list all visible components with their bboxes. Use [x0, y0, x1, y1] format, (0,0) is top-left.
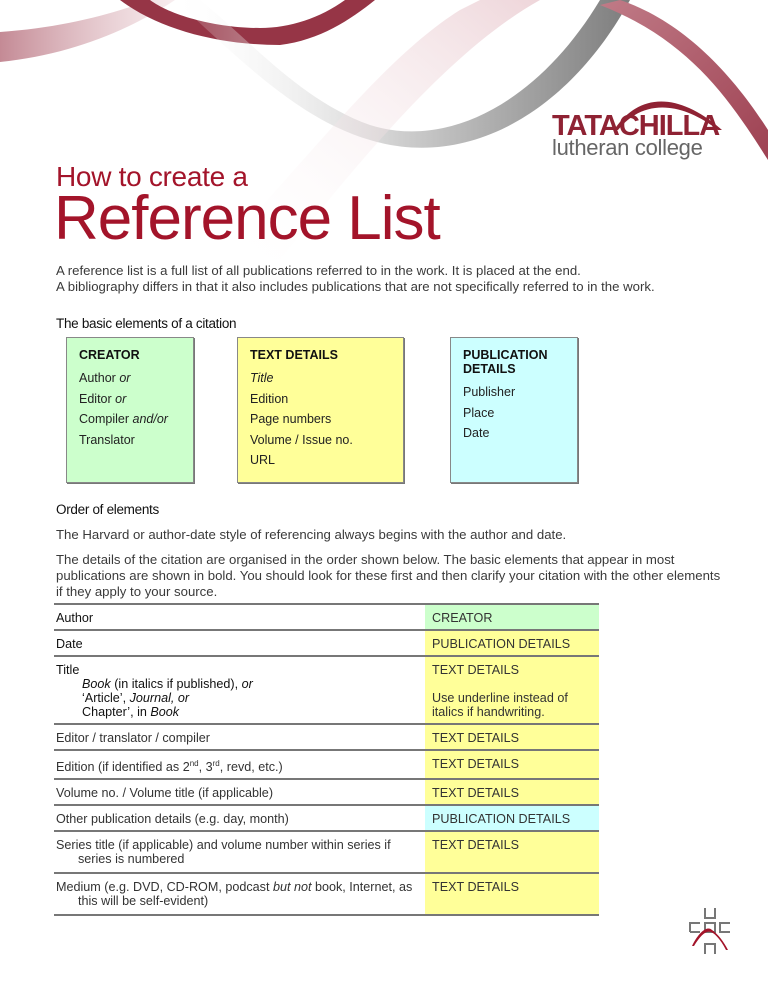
- creator-box: [66, 337, 194, 483]
- citation-order-table: [54, 603, 599, 916]
- intro-text: [56, 263, 655, 295]
- page-title: Reference List: [54, 184, 440, 253]
- table-row: [54, 751, 599, 780]
- page-subtitle: How to create a: [56, 161, 248, 192]
- box-item: Editor or: [79, 391, 127, 406]
- text-details-box: [237, 337, 404, 483]
- order-paragraph-2: The details of the citation are organised in the order shown below. The basic elements that appear in most publications are shown in bold. You should look for these first and then clarify your citation with the other elements if they apply to your source.: [56, 552, 721, 599]
- order-paragraph-1: The Harvard or author-date style of referencing always begins with the author and date.: [56, 527, 567, 542]
- intro-line-2: A bibliography differs in that it also includes publications that are not specifically referred to in the work.: [56, 279, 655, 294]
- box-item: Author or: [79, 371, 131, 385]
- table-row: [54, 603, 599, 631]
- category-cell: CREATOR: [425, 605, 599, 629]
- box-item: Translator: [79, 432, 135, 447]
- box-item: Publisher: [463, 385, 516, 399]
- element-cell: Title Book (in italics if published), or ‘Article’, Journal, or Chapter’, in Book: [54, 657, 425, 723]
- category-cell: TEXT DETAILS: [425, 725, 599, 749]
- logo-subtitle: lutheran college: [552, 135, 703, 160]
- category-cell: PUBLICATION DETAILS: [425, 631, 599, 655]
- table-row: [54, 631, 599, 657]
- table-row: [54, 806, 599, 832]
- logo-name: TATACHILLA: [552, 110, 720, 142]
- box-item: Edition: [250, 391, 289, 406]
- handwriting-note: Use underline instead of italics if handwriting.: [432, 691, 568, 719]
- element-cell: Medium (e.g. DVD, CD-ROM, podcast but not book, Internet, as this will be self-evident): [56, 880, 413, 909]
- box-item: Compiler and/or: [79, 412, 168, 426]
- box-item: Date: [463, 426, 490, 440]
- table-row: [54, 874, 599, 916]
- table-row: [54, 657, 599, 725]
- element-cell: Volume no. / Volume title (if applicable): [56, 786, 274, 801]
- college-logo: [550, 92, 740, 162]
- category-cell: TEXT DETAILS: [425, 874, 599, 914]
- title-sub-book: Book (in italics if published), or: [82, 677, 253, 691]
- box-item: Title: [250, 371, 274, 385]
- category-cell: PUBLICATION DETAILS: [425, 806, 599, 830]
- category-cell: TEXT DETAILS Use underline instead of italics if handwriting.: [425, 657, 599, 723]
- table-row: [54, 832, 599, 874]
- title-sub-chapter: Chapter’, in Book: [82, 705, 180, 719]
- title-sub-article: ‘Article’, Journal, or: [82, 691, 190, 705]
- basic-elements-heading: The basic elements of a citation: [56, 316, 237, 331]
- box-item: Page numbers: [250, 412, 332, 426]
- table-row: [54, 780, 599, 806]
- category-cell: TEXT DETAILS: [425, 780, 599, 804]
- element-cell: Editor / translator / compiler: [56, 731, 210, 745]
- box-title: CREATOR: [79, 348, 140, 362]
- element-cell: Series title (if applicable) and volume number within series if series is numbered: [56, 838, 391, 867]
- table-row: [54, 725, 599, 751]
- element-cell: Other publication details (e.g. day, month): [56, 812, 289, 827]
- box-item: URL: [250, 453, 276, 467]
- order-heading: Order of elements: [56, 502, 159, 517]
- publication-details-box: [450, 337, 578, 483]
- box-item: Volume / Issue no.: [250, 432, 353, 447]
- category-cell: TEXT DETAILS: [425, 832, 599, 872]
- box-title: TEXT DETAILS: [250, 348, 338, 362]
- intro-line-1: A reference list is a full list of all publications referred to in the work. It is placed at the end.: [56, 263, 581, 278]
- element-cell: Author: [56, 611, 94, 625]
- element-cell: Date: [56, 637, 83, 651]
- element-cell: Edition (if identified as 2nd, 3rd, revd, etc.): [56, 759, 283, 775]
- college-emblem-icon: [686, 906, 734, 966]
- box-item: Place: [463, 405, 495, 420]
- category-cell: TEXT DETAILS: [425, 751, 599, 778]
- box-title: PUBLICATION DETAILS: [463, 348, 548, 376]
